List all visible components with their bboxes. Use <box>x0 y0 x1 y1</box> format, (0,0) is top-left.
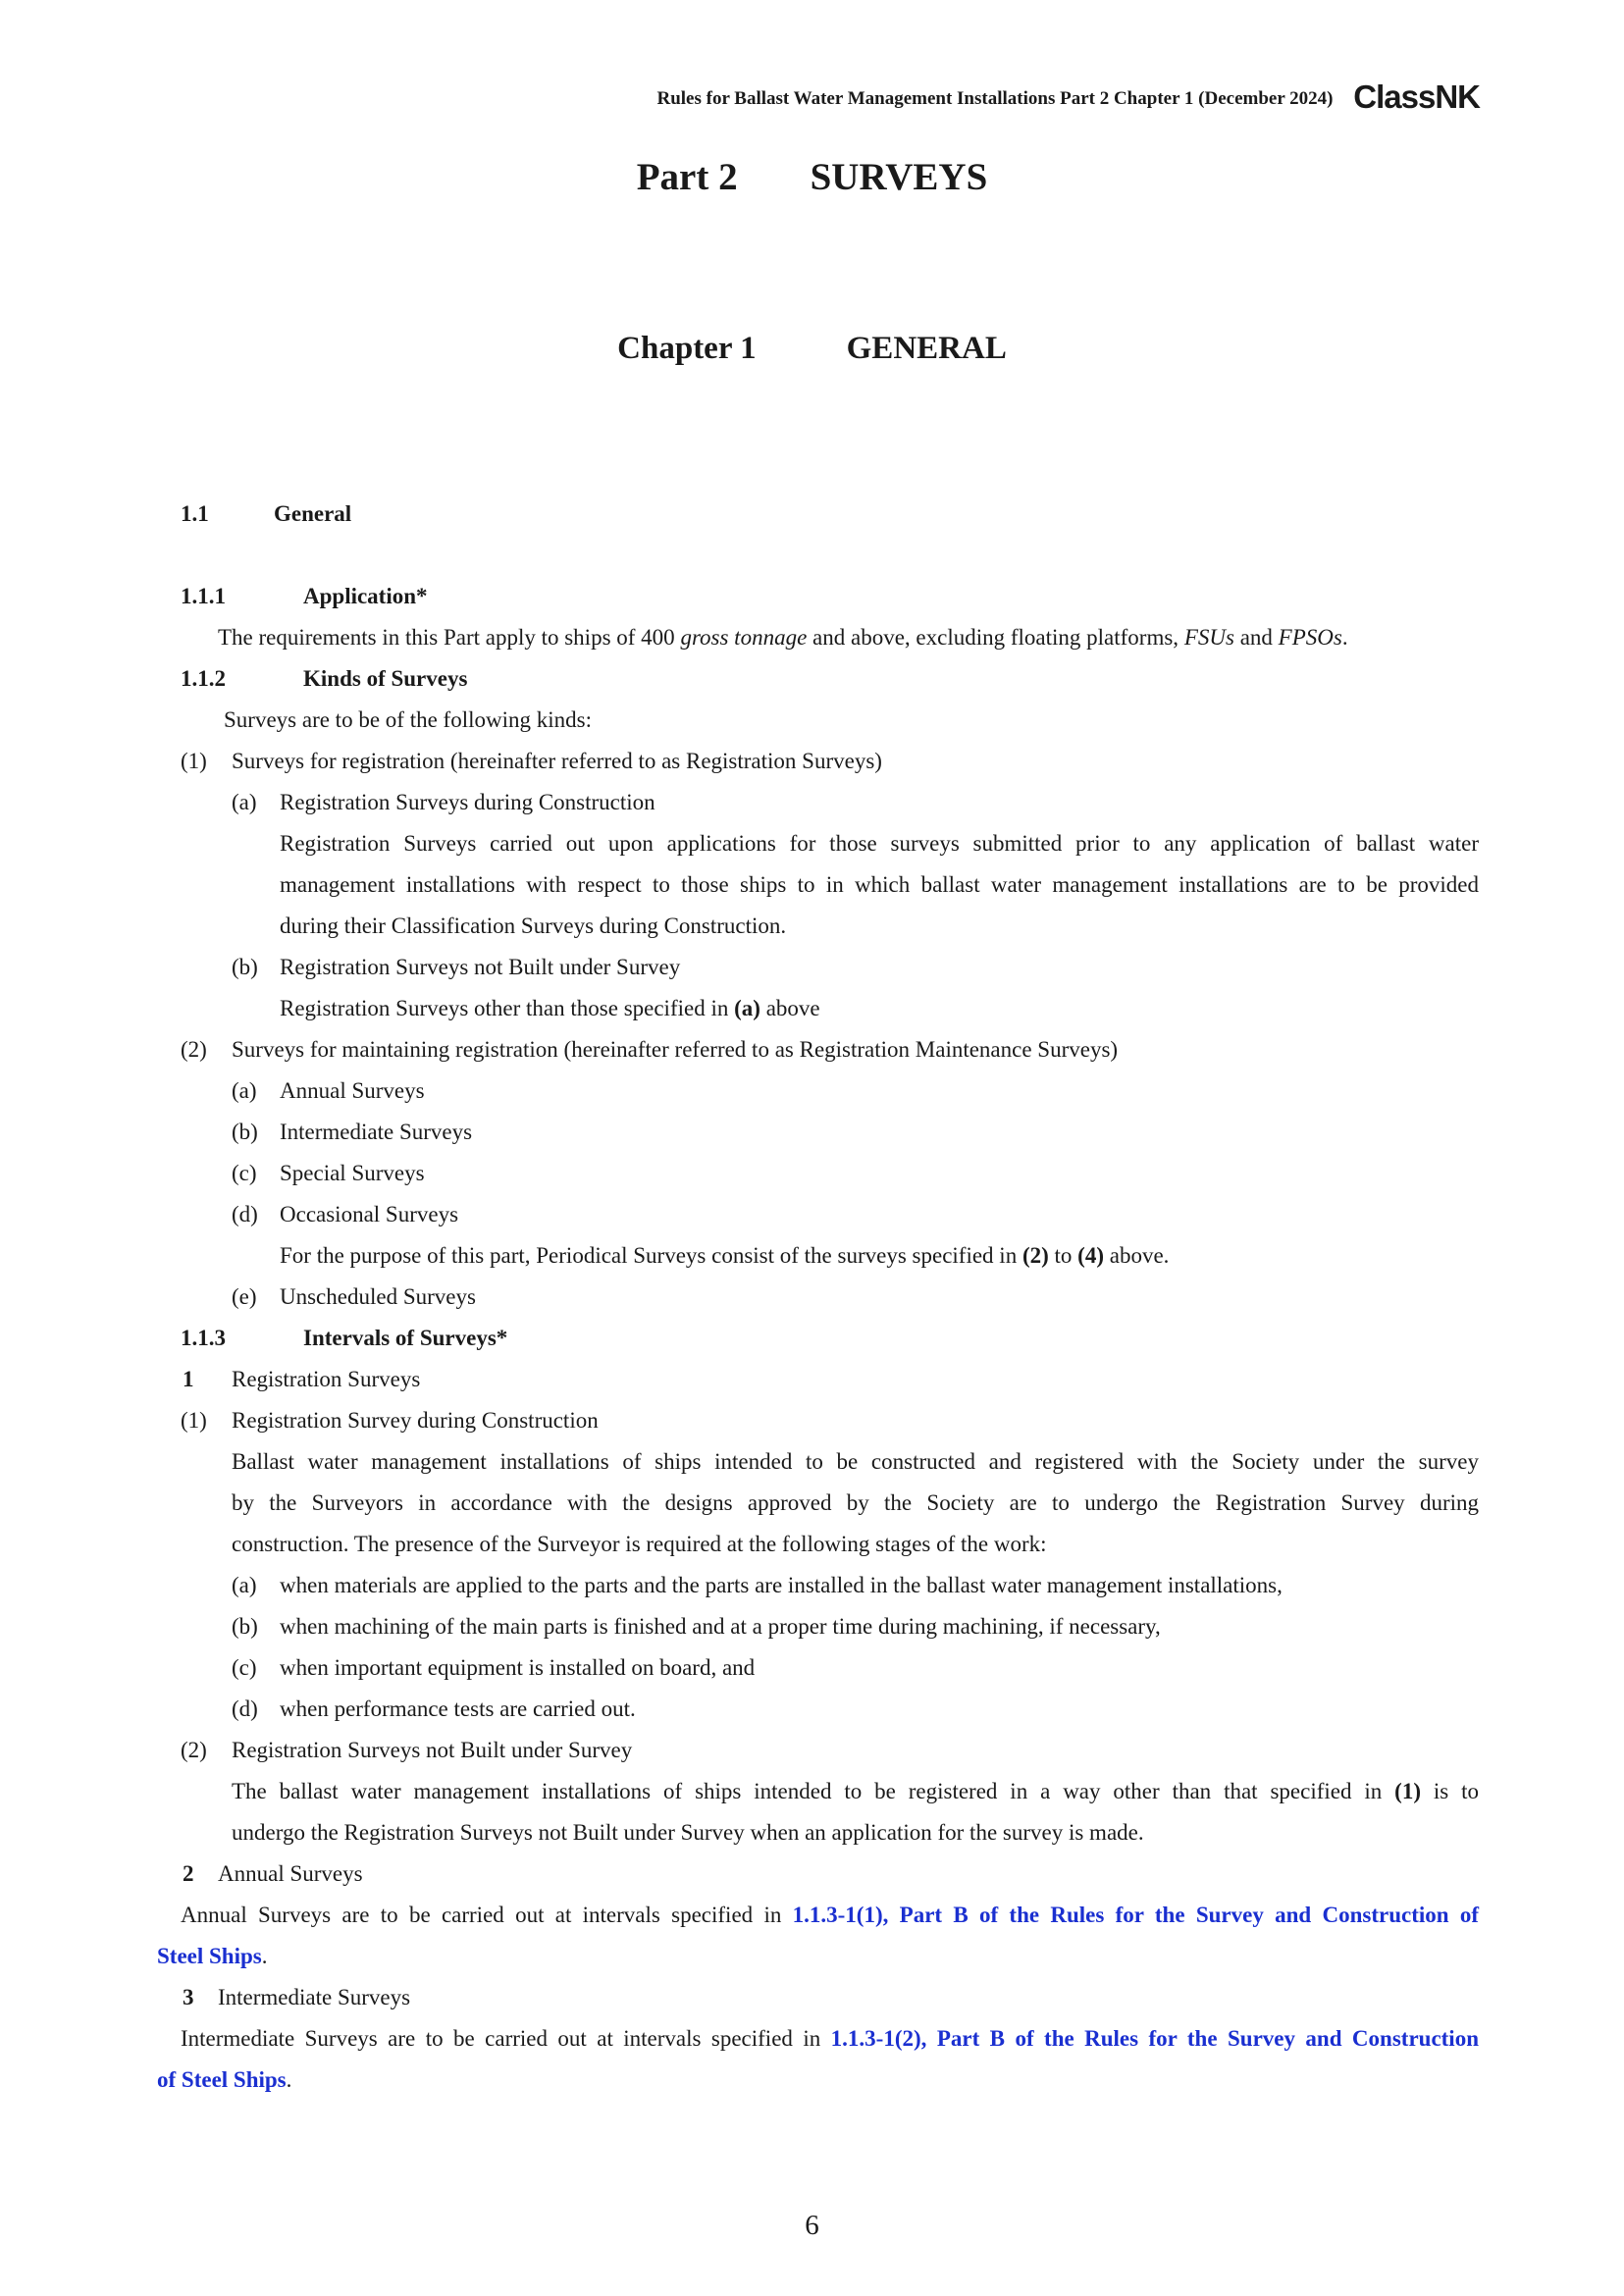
chapter-number: Chapter 1 <box>617 331 757 366</box>
text: above <box>760 996 820 1020</box>
rule-reference-link[interactable]: 1.1.3-1(2), Part B of the Rules for the Survey and Construction <box>830 2026 1479 2051</box>
paragraph-line: by the Surveyors in accordance with the designs approved by the Society are to undergo the Registration Survey during <box>232 1490 1479 1515</box>
list-label: (c) <box>232 1161 257 1185</box>
rule-reference-link[interactable]: of Steel Ships <box>157 2067 287 2092</box>
list-label: (a) <box>232 1078 257 1103</box>
list-item: Surveys for maintaining registration (hereinafter referred to as Registration Maintenance Surveys) <box>232 1037 1119 1062</box>
paragraph-line: during their Classification Surveys during Construction. <box>280 913 787 938</box>
list-item: when machining of the main parts is finished and at a proper time during machining, if necessary, <box>280 1614 1161 1639</box>
list-item: Intermediate Surveys <box>280 1120 473 1144</box>
chapter-name: GENERAL <box>846 331 1007 366</box>
subsection-heading: Kinds of Surveys <box>303 666 468 691</box>
paragraph-line: Registration Surveys carried out upon applications for those surveys submitted prior to any application of ballast water <box>280 831 1479 856</box>
section-number: 1.1 <box>181 501 209 526</box>
subsection-number: 1.1.2 <box>181 666 226 691</box>
paragraph-line: construction. The presence of the Surveyor is required at the following stages of the work: <box>232 1532 1047 1556</box>
text: Registration Surveys other than those specified in <box>280 996 735 1020</box>
term: gross tonnage <box>680 625 808 650</box>
reference: (a) <box>734 996 760 1020</box>
list-label: (1) <box>181 749 207 773</box>
paragraph-line <box>181 2024 1479 2054</box>
text: to <box>1048 1243 1078 1268</box>
list-label: (2) <box>181 1738 207 1762</box>
header-title: Rules for Ballast Water Management Installations Part 2 Chapter 1 (December 2024) <box>656 88 1334 109</box>
text: The ballast water management installations of ships intended to be registered in a way other than that specified in <box>232 1779 1395 1803</box>
reference: (1) <box>1394 1779 1421 1803</box>
paragraph-line <box>232 1777 1479 1806</box>
text: above. <box>1104 1243 1170 1268</box>
list-item: Registration Surveys <box>232 1367 421 1391</box>
list-item: when important equipment is installed on board, and <box>280 1655 756 1680</box>
part-number: Part 2 <box>636 156 738 198</box>
paragraph-line <box>280 1241 1169 1271</box>
list-label: (d) <box>232 1696 258 1721</box>
term: FPSOs <box>1278 625 1342 650</box>
rule-reference-link[interactable]: Steel Ships <box>157 1944 262 1968</box>
classnk-logo: ClassNK <box>1353 78 1480 115</box>
subsection-number: 1.1.3 <box>181 1326 226 1350</box>
text: Annual Surveys are to be carried out at intervals specified in <box>181 1903 793 1927</box>
list-label: 1 <box>183 1367 194 1391</box>
text: . <box>286 2067 292 2092</box>
list-label: (b) <box>232 1120 258 1144</box>
paragraph-line <box>280 994 820 1023</box>
list-item: when materials are applied to the parts and the parts are installed in the ballast water management installations, <box>280 1573 1283 1597</box>
rule-reference-link[interactable]: 1.1.3-1(1), Part B of the Rules for the Survey and Construction of <box>792 1903 1479 1927</box>
list-label: (a) <box>232 790 257 814</box>
text: The requirements in this Part apply to ships of 400 <box>218 625 681 650</box>
term: FSUs <box>1183 625 1234 650</box>
paragraph: Surveys are to be of the following kinds: <box>224 707 592 732</box>
paragraph-line <box>181 1901 1479 1930</box>
text: For the purpose of this part, Periodical Surveys consist of the surveys specified in <box>280 1243 1022 1268</box>
text: . <box>261 1944 268 1968</box>
page-number: 6 <box>805 2210 819 2241</box>
paragraph-line: Ballast water management installations of ships intended to be constructed and registered with the Society under the survey <box>232 1449 1479 1474</box>
subsection-number: 1.1.1 <box>181 584 226 608</box>
paragraph-line <box>157 1942 267 1971</box>
list-item: when performance tests are carried out. <box>280 1696 636 1721</box>
list-label: (a) <box>232 1573 257 1597</box>
list-item: Registration Survey during Construction <box>232 1408 599 1433</box>
text: Intermediate Surveys are to be carried out at intervals specified in <box>181 2026 831 2051</box>
part-name: SURVEYS <box>810 156 988 198</box>
list-item: Annual Surveys <box>218 1861 363 1886</box>
subsection-heading: Intervals of Surveys* <box>303 1326 508 1350</box>
text: and above, excluding floating platforms, <box>807 625 1184 650</box>
list-item: Registration Surveys during Construction <box>280 790 655 814</box>
reference: (4) <box>1077 1243 1104 1268</box>
text: and <box>1233 625 1279 650</box>
paragraph-line <box>157 2065 291 2095</box>
list-item: Annual Surveys <box>280 1078 425 1103</box>
list-item: Surveys for registration (hereinafter referred to as Registration Surveys) <box>232 749 882 773</box>
text: is to <box>1420 1779 1480 1803</box>
paragraph-line: undergo the Registration Surveys not Built under Survey when an application for the survey is made. <box>232 1820 1144 1845</box>
list-label: (2) <box>181 1037 207 1062</box>
paragraph-line: management installations with respect to those ships to in which ballast water management installations are to be provided <box>280 872 1479 897</box>
text: . <box>1341 625 1348 650</box>
list-label: (d) <box>232 1202 258 1226</box>
list-label: (1) <box>181 1408 207 1433</box>
list-item: Registration Surveys not Built under Survey <box>280 955 681 979</box>
reference: (2) <box>1022 1243 1049 1268</box>
list-item: Occasional Surveys <box>280 1202 459 1226</box>
section-heading: General <box>274 501 352 526</box>
list-item: Unscheduled Surveys <box>280 1284 476 1309</box>
list-label: (b) <box>232 955 258 979</box>
list-label: 2 <box>183 1861 194 1886</box>
list-item: Special Surveys <box>280 1161 425 1185</box>
list-item: Registration Surveys not Built under Survey <box>232 1738 633 1762</box>
subsection-heading: Application* <box>303 584 428 608</box>
list-label: (c) <box>232 1655 257 1680</box>
list-item: Intermediate Surveys <box>218 1985 411 2009</box>
paragraph <box>218 623 1348 652</box>
list-label: (e) <box>232 1284 257 1309</box>
list-label: 3 <box>183 1985 194 2009</box>
list-label: (b) <box>232 1614 258 1639</box>
